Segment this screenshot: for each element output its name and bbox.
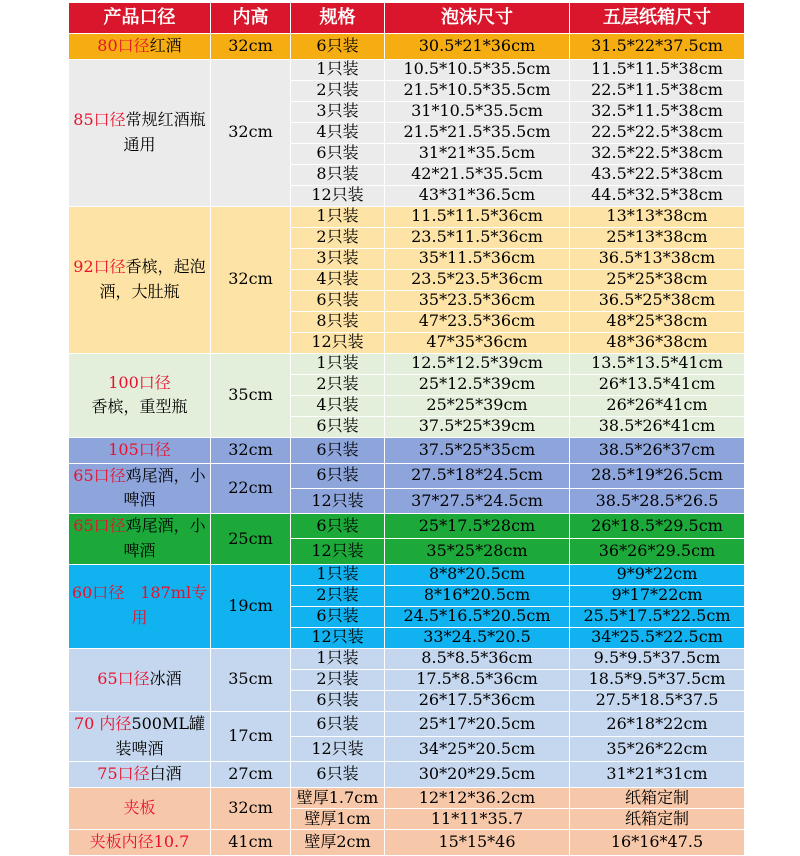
spec-cell: 12只装 xyxy=(291,332,385,353)
header-inner-height: 内高 xyxy=(211,3,291,34)
product-type: 常规红酒瓶通用 xyxy=(123,110,206,154)
product-type: 香槟，重型瓶 xyxy=(91,397,188,417)
carton-size-cell: 31.5*22*37.5cm xyxy=(570,34,745,60)
carton-size-cell: 31*21*31cm xyxy=(570,762,745,788)
product-caliber: 65口径 xyxy=(73,465,126,485)
spec-cell: 2只装 xyxy=(291,80,385,101)
product-name-cell xyxy=(69,34,211,60)
foam-size-cell: 15*15*46 xyxy=(385,830,570,856)
inner-height-cell: 32cm xyxy=(211,34,291,60)
spec-cell: 8只装 xyxy=(291,164,385,185)
header-foam-size: 泡沫尺寸 xyxy=(385,3,570,34)
product-caliber: 80口径 xyxy=(97,36,150,55)
product-caliber: 75口径 xyxy=(97,764,150,784)
carton-size-cell: 44.5*32.5*38cm xyxy=(570,185,745,206)
table-row xyxy=(69,830,745,856)
carton-size-cell: 36.5*25*38cm xyxy=(570,290,745,311)
foam-size-cell: 47*35*36cm xyxy=(385,332,570,353)
product-name-cell xyxy=(69,648,211,711)
foam-size-cell: 35*23.5*36cm xyxy=(385,290,570,311)
spec-cell: 4只装 xyxy=(291,395,385,416)
foam-size-cell: 17.5*8.5*36cm xyxy=(385,669,570,690)
spec-cell: 2只装 xyxy=(291,669,385,690)
foam-size-cell: 8*16*20.5cm xyxy=(385,585,570,606)
foam-size-cell: 26*17.5*36cm xyxy=(385,690,570,711)
product-caliber: 夹板 xyxy=(123,798,156,818)
carton-size-cell: 纸箱定制 xyxy=(570,809,745,830)
inner-height-cell: 35cm xyxy=(211,648,291,711)
foam-size-cell: 25*25*39cm xyxy=(385,395,570,416)
product-name-cell xyxy=(69,762,211,788)
spec-cell: 6只装 xyxy=(291,34,385,60)
foam-size-cell: 21.5*10.5*35.5cm xyxy=(385,80,570,101)
carton-size-cell: 43.5*22.5*38cm xyxy=(570,164,745,185)
carton-size-cell: 16*16*47.5 xyxy=(570,830,745,856)
header-carton-size: 五层纸箱尺寸 xyxy=(570,3,745,34)
header-spec: 规格 xyxy=(291,3,385,34)
table-row xyxy=(69,788,745,809)
inner-height-cell: 32cm xyxy=(211,206,291,353)
header-product-caliber: 产品口径 xyxy=(69,3,211,34)
inner-height-cell: 22cm xyxy=(211,463,291,514)
spec-cell: 12只装 xyxy=(291,539,385,564)
foam-size-cell: 25*17*20.5cm xyxy=(385,711,570,736)
foam-size-cell: 12.5*12.5*39cm xyxy=(385,353,570,374)
spec-cell: 12只装 xyxy=(291,627,385,648)
product-caliber: 105口径 xyxy=(108,439,171,459)
spec-cell: 6只装 xyxy=(291,290,385,311)
spec-cell: 3只装 xyxy=(291,101,385,122)
table-row xyxy=(69,762,745,788)
foam-size-cell: 30*20*29.5cm xyxy=(385,762,570,788)
table-row xyxy=(69,353,745,374)
spec-cell: 6只装 xyxy=(291,143,385,164)
carton-size-cell: 28.5*19*26.5cm xyxy=(570,463,745,488)
foam-size-cell: 33*24.5*20.5 xyxy=(385,627,570,648)
foam-size-cell: 27.5*18*24.5cm xyxy=(385,463,570,488)
carton-size-cell: 9*17*22cm xyxy=(570,585,745,606)
product-caliber: 60口径 187ml专用 xyxy=(71,583,208,628)
foam-size-cell: 37.5*25*35cm xyxy=(385,437,570,463)
foam-size-cell: 34*25*20.5cm xyxy=(385,737,570,762)
carton-size-cell: 26*13.5*41cm xyxy=(570,374,745,395)
foam-size-cell: 10.5*10.5*35.5cm xyxy=(385,59,570,80)
table-row xyxy=(69,648,745,669)
product-name-cell xyxy=(69,564,211,648)
product-type: 鸡尾酒，小啤酒 xyxy=(123,465,206,510)
product-name-cell xyxy=(69,830,211,856)
carton-size-cell: 22.5*11.5*38cm xyxy=(570,80,745,101)
product-name-cell xyxy=(69,59,211,206)
product-caliber: 夹板内径10.7 xyxy=(89,832,190,852)
product-type: 红酒 xyxy=(149,36,182,55)
product-type: 500ML罐装啤酒 xyxy=(115,713,205,758)
foam-size-cell: 12*12*36.2cm xyxy=(385,788,570,809)
product-name-cell xyxy=(69,463,211,514)
product-name-cell xyxy=(69,711,211,762)
spec-cell: 6只装 xyxy=(291,762,385,788)
spec-cell: 6只装 xyxy=(291,711,385,736)
foam-size-cell: 11*11*35.7 xyxy=(385,809,570,830)
product-caliber: 70 内径 xyxy=(73,713,132,733)
table-row xyxy=(69,564,745,585)
inner-height-cell: 41cm xyxy=(211,830,291,856)
carton-size-cell: 11.5*11.5*38cm xyxy=(570,59,745,80)
carton-size-cell: 25.5*17.5*22.5cm xyxy=(570,606,745,627)
spec-cell: 6只装 xyxy=(291,690,385,711)
product-type: 香槟，起泡酒，大肚瓶 xyxy=(99,257,206,301)
foam-size-cell: 37*27.5*24.5cm xyxy=(385,488,570,513)
carton-size-cell: 纸箱定制 xyxy=(570,788,745,809)
spec-cell: 4只装 xyxy=(291,269,385,290)
carton-size-cell: 27.5*18.5*37.5 xyxy=(570,690,745,711)
spec-cell: 1只装 xyxy=(291,59,385,80)
spec-cell: 6只装 xyxy=(291,437,385,463)
foam-size-cell: 47*23.5*36cm xyxy=(385,311,570,332)
carton-size-cell: 13*13*38cm xyxy=(570,206,745,227)
inner-height-cell: 32cm xyxy=(211,437,291,463)
spec-cell: 8只装 xyxy=(291,311,385,332)
product-name-cell xyxy=(69,437,211,463)
spec-cell: 2只装 xyxy=(291,585,385,606)
spec-cell: 2只装 xyxy=(291,374,385,395)
spec-cell: 1只装 xyxy=(291,206,385,227)
spec-cell: 6只装 xyxy=(291,463,385,488)
foam-size-cell: 31*10.5*35.5cm xyxy=(385,101,570,122)
product-name-cell xyxy=(69,206,211,353)
foam-size-cell: 24.5*16.5*20.5cm xyxy=(385,606,570,627)
inner-height-cell: 25cm xyxy=(211,514,291,565)
foam-size-cell: 11.5*11.5*36cm xyxy=(385,206,570,227)
foam-size-cell: 30.5*21*36cm xyxy=(385,34,570,60)
foam-size-cell: 23.5*11.5*36cm xyxy=(385,227,570,248)
spec-cell: 1只装 xyxy=(291,564,385,585)
spec-cell: 4只装 xyxy=(291,122,385,143)
carton-size-cell: 25*25*38cm xyxy=(570,269,745,290)
carton-size-cell: 26*18.5*29.5cm xyxy=(570,514,745,539)
carton-size-cell: 32.5*22.5*38cm xyxy=(570,143,745,164)
spec-cell: 壁厚1cm xyxy=(291,809,385,830)
product-caliber: 92口径 xyxy=(73,257,126,276)
table-row xyxy=(69,711,745,736)
product-caliber: 100口径 xyxy=(108,372,171,392)
product-caliber: 65口径 xyxy=(73,516,126,536)
carton-size-cell: 38.5*26*41cm xyxy=(570,416,745,437)
spec-cell: 12只装 xyxy=(291,185,385,206)
product-name-cell xyxy=(69,788,211,830)
carton-size-cell: 36*26*29.5cm xyxy=(570,539,745,564)
spec-cell: 6只装 xyxy=(291,416,385,437)
foam-size-cell: 25*12.5*39cm xyxy=(385,374,570,395)
product-name-cell xyxy=(69,514,211,565)
inner-height-cell: 27cm xyxy=(211,762,291,788)
carton-size-cell: 36.5*13*38cm xyxy=(570,248,745,269)
carton-size-cell: 48*25*38cm xyxy=(570,311,745,332)
product-caliber: 85口径 xyxy=(73,110,126,129)
carton-size-cell: 38.5*26*37cm xyxy=(570,437,745,463)
spec-cell: 12只装 xyxy=(291,488,385,513)
foam-size-cell: 8*8*20.5cm xyxy=(385,564,570,585)
carton-size-cell: 38.5*28.5*26.5 xyxy=(570,488,745,513)
product-type: 鸡尾酒，小啤酒 xyxy=(123,516,206,560)
carton-size-cell: 25*13*38cm xyxy=(570,227,745,248)
carton-size-cell: 48*36*38cm xyxy=(570,332,745,353)
carton-size-cell: 9.5*9.5*37.5cm xyxy=(570,648,745,669)
product-caliber: 65口径 xyxy=(97,669,150,689)
table-row xyxy=(69,34,745,60)
foam-size-cell: 43*31*36.5cm xyxy=(385,185,570,206)
foam-size-cell: 35*25*28cm xyxy=(385,539,570,564)
table-row xyxy=(69,59,745,80)
foam-size-cell: 37.5*25*39cm xyxy=(385,416,570,437)
spec-cell: 6只装 xyxy=(291,606,385,627)
table-row xyxy=(69,514,745,539)
carton-size-cell: 18.5*9.5*37.5cm xyxy=(570,669,745,690)
inner-height-cell: 35cm xyxy=(211,353,291,437)
product-name-cell xyxy=(69,353,211,437)
product-type: 冰酒 xyxy=(149,669,182,689)
spec-cell: 3只装 xyxy=(291,248,385,269)
packaging-size-table xyxy=(68,2,745,856)
spec-cell: 1只装 xyxy=(291,648,385,669)
foam-size-cell: 21.5*21.5*35.5cm xyxy=(385,122,570,143)
carton-size-cell: 32.5*11.5*38cm xyxy=(570,101,745,122)
foam-size-cell: 25*17.5*28cm xyxy=(385,514,570,539)
inner-height-cell: 17cm xyxy=(211,711,291,762)
carton-size-cell: 34*25.5*22.5cm xyxy=(570,627,745,648)
header-row xyxy=(69,3,745,34)
table-row xyxy=(69,463,745,488)
carton-size-cell: 35*26*22cm xyxy=(570,737,745,762)
foam-size-cell: 23.5*23.5*36cm xyxy=(385,269,570,290)
carton-size-cell: 26*26*41cm xyxy=(570,395,745,416)
foam-size-cell: 31*21*35.5cm xyxy=(385,143,570,164)
foam-size-cell: 8.5*8.5*36cm xyxy=(385,648,570,669)
carton-size-cell: 26*18*22cm xyxy=(570,711,745,736)
foam-size-cell: 42*21.5*35.5cm xyxy=(385,164,570,185)
spec-cell: 壁厚1.7cm xyxy=(291,788,385,809)
spec-cell: 6只装 xyxy=(291,514,385,539)
foam-size-cell: 35*11.5*36cm xyxy=(385,248,570,269)
table-row xyxy=(69,206,745,227)
spec-cell: 1只装 xyxy=(291,353,385,374)
spec-cell: 12只装 xyxy=(291,737,385,762)
spec-cell: 壁厚2cm xyxy=(291,830,385,856)
carton-size-cell: 13.5*13.5*41cm xyxy=(570,353,745,374)
inner-height-cell: 32cm xyxy=(211,59,291,206)
inner-height-cell: 32cm xyxy=(211,788,291,830)
spec-cell: 2只装 xyxy=(291,227,385,248)
product-type: 白酒 xyxy=(149,764,182,784)
inner-height-cell: 19cm xyxy=(211,564,291,648)
carton-size-cell: 22.5*22.5*38cm xyxy=(570,122,745,143)
table-row xyxy=(69,437,745,463)
carton-size-cell: 9*9*22cm xyxy=(570,564,745,585)
